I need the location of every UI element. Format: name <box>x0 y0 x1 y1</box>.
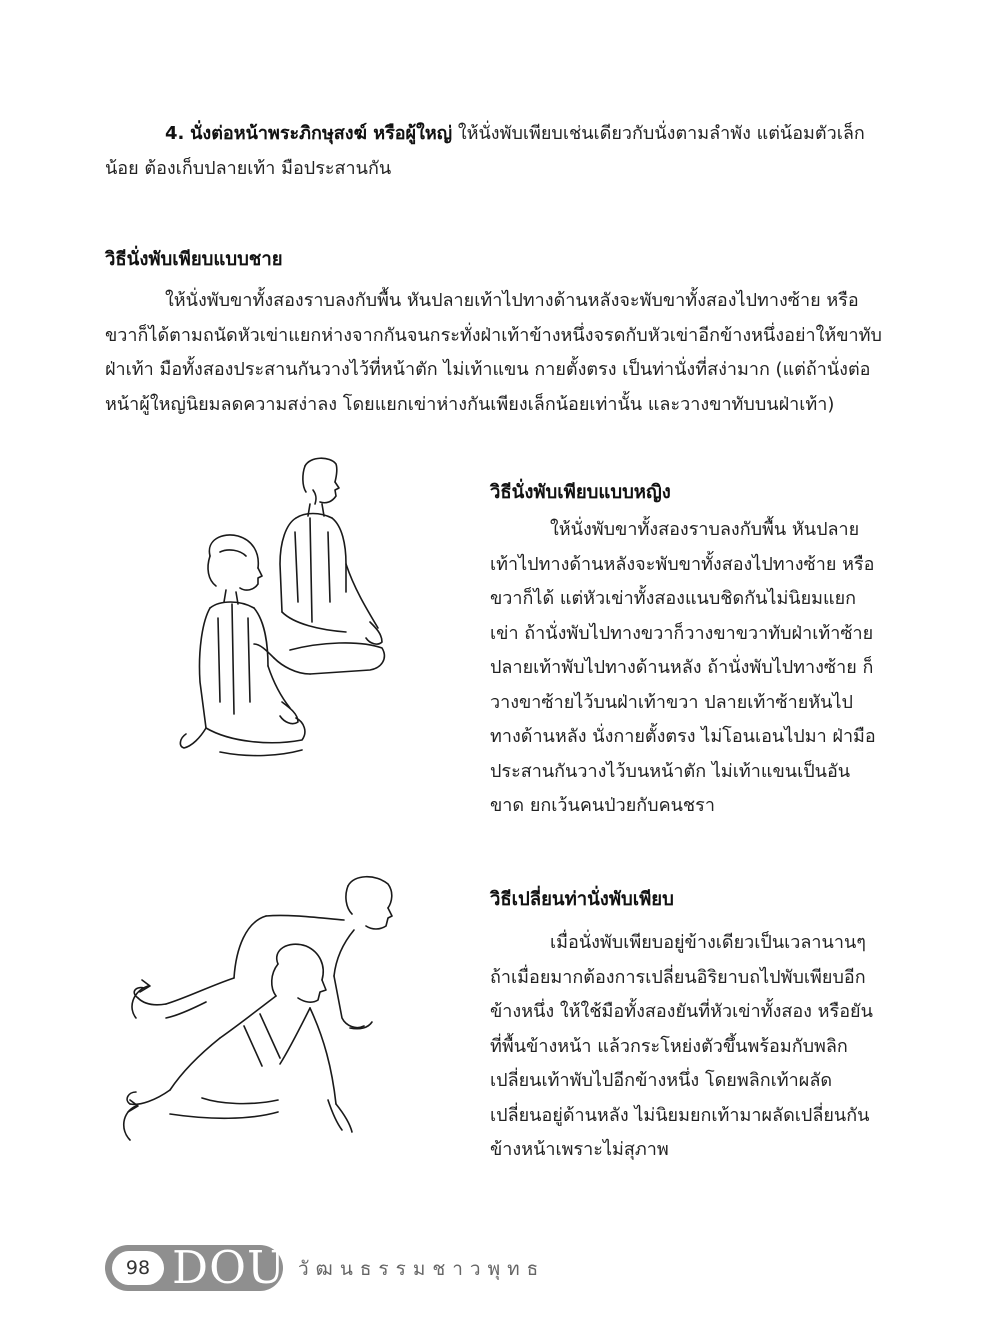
female-sitting-paragraph: ให้นั่งพับขาทั้งสองราบลงกับพื้น หันปลายเท้าไปทางด้านหลังจะพับขาทั้งสองไปทางซ้าย หรือขวาก็ได้ แต่หัวเข่าทั้งสองแนบชิดกันไม่นิยมแยกเข่า ถ้านั่งพับไปทางขวาก็วางขาขวาทับฝ่าเท้าซ้าย ปลายเท้าพับไปทางด้านหลัง ถ้านั่งพับไปทางซ้าย ก็วางขาซ้ายไว้บนฝ่าเท้าขวา ปลายเท้าซ้ายหันไปทางด้านหลัง นั่งกายตั้งตรง ไม่โอนเอนไปมา ฝ่ามือประสานกันวางไว้บนหน้าตัก ไม่เท้าแขนเป็นอันขาด ยกเว้นคนป่วยกับคนชรา <box>490 519 876 816</box>
seated-couple-illustration <box>170 452 400 767</box>
changing-posture-illustration <box>110 868 410 1148</box>
change-position-heading: วิธีเปลี่ยนท่านั่งพับเพียบ <box>490 889 674 910</box>
section-4-text: ให้นั่งพับเพียบเช่นเดียวกับนั่งตามลำพัง แต่น้อมตัวเล็กน้อย ต้องเก็บปลายเท้า มือประสานกัน <box>105 123 865 179</box>
page-number: 98 <box>112 1251 164 1285</box>
male-sitting-paragraph: ให้นั่งพับขาทั้งสองราบลงกับพื้น หันปลายเท้าไปทางด้านหลังจะพับขาทั้งสองไปทางซ้าย หรือขวาก็ได้ตามถนัดหัวเข่าแยกห่างจากกันจนกระทั่งฝ่าเท้าข้างหนึ่งจรดกับหัวเข่าอีกข้างหนึ่งอย่าให้ขาทับฝ่าเท้า มือทั้งสองประสานกันวางไว้ที่หน้าตัก ไม่เท้าแขน กายตั้งตรง เป็นท่านั่งที่สง่ามาก (แต่ถ้านั่งต่อหน้าผู้ใหญ่นิยมลดความสง่าลง โดยแยกเข่าห่างกันเพียงเล็กน้อยเท่านั้น และวางขาทับบนฝ่าเท้า) <box>105 290 882 415</box>
book-title: วัฒนธรรมชาวพุทธ <box>298 1258 546 1280</box>
section-4-bold-title: นั่งต่อหน้าพระภิกษุสงฆ์ หรือผู้ใหญ่ <box>190 123 453 144</box>
section-4-paragraph <box>105 117 883 186</box>
section-4-number: 4. <box>165 123 185 144</box>
female-sitting-heading: วิธีนั่งพับเพียบแบบหญิง <box>490 482 671 503</box>
change-position-paragraph: เมื่อนั่งพับเพียบอยู่ข้างเดียวเป็นเวลานานๆ ถ้าเมื่อยมากต้องการเปลี่ยนอิริยาบถไปพับเพียบอีกข้างหนึ่ง ให้ใช้มือทั้งสองยันที่หัวเข่าทั้งสอง หรือยันที่พื้นข้างหน้า แล้วกระโหย่งตัวขึ้นพร้อมกับพลิกเปลี่ยนเท้าพับไปอีกข้างหนึ่ง โดยพลิกเท้าผลัดเปลี่ยนอยู่ด้านหลัง ไม่นิยมยกเท้ามาผลัดเปลี่ยนกันข้างหน้าเพราะไม่สุภาพ <box>490 932 873 1160</box>
male-sitting-heading: วิธีนั่งพับเพียบแบบชาย <box>105 249 283 270</box>
dou-logo-text: DOU <box>172 1241 286 1294</box>
